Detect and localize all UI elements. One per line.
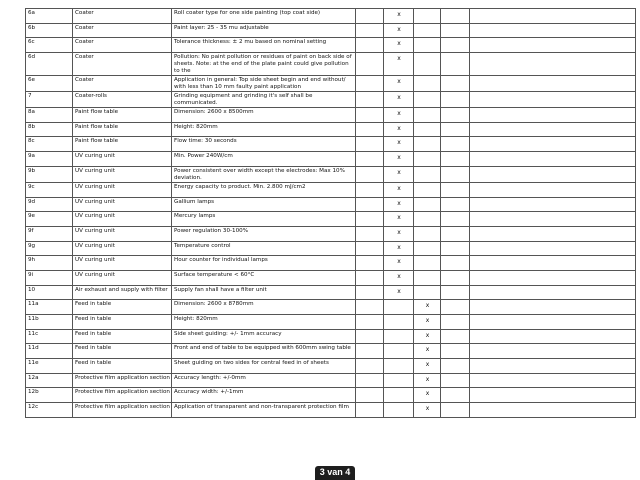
table-row — [26, 285, 636, 300]
empty-cell — [356, 92, 384, 108]
unit-cell: Coater-rolls — [73, 92, 172, 108]
table-row — [26, 53, 636, 76]
check-cell-b — [414, 152, 441, 167]
row-id-cell: 12b — [26, 388, 73, 403]
unit-cell: Paint flow table — [73, 108, 172, 123]
empty-cell — [441, 373, 470, 388]
remarks-cell — [470, 285, 636, 300]
requirement-cell: Height: 820mm — [172, 315, 356, 330]
row-id-cell: 8c — [26, 137, 73, 152]
table-row — [26, 329, 636, 344]
row-id-cell: 9e — [26, 212, 73, 227]
requirement-cell: Mercury lamps — [172, 212, 356, 227]
empty-cell — [356, 9, 384, 24]
check-cell-b — [414, 166, 441, 182]
unit-cell: UV curing unit — [73, 152, 172, 167]
check-cell-a — [384, 300, 414, 315]
requirement-cell: Accuracy width: +/-1mm — [172, 388, 356, 403]
row-id-cell: 9i — [26, 270, 73, 285]
remarks-cell — [470, 344, 636, 359]
check-cell-a: x — [384, 197, 414, 212]
table-row — [26, 388, 636, 403]
row-id-cell: 9g — [26, 241, 73, 256]
table-row — [26, 182, 636, 197]
row-id-cell: 8b — [26, 122, 73, 137]
unit-cell: UV curing unit — [73, 226, 172, 241]
table-row — [26, 256, 636, 271]
empty-cell — [441, 152, 470, 167]
empty-cell — [356, 166, 384, 182]
empty-cell — [441, 166, 470, 182]
remarks-cell — [470, 226, 636, 241]
unit-cell: Coater — [73, 23, 172, 38]
unit-cell: Coater — [73, 9, 172, 24]
requirement-cell: Flow time: 30 seconds — [172, 137, 356, 152]
empty-cell — [441, 344, 470, 359]
check-cell-a: x — [384, 108, 414, 123]
table-row — [26, 92, 636, 108]
requirement-cell: Hour counter for individual lamps — [172, 256, 356, 271]
remarks-cell — [470, 38, 636, 53]
row-id-cell: 6d — [26, 53, 73, 76]
row-id-cell: 11d — [26, 344, 73, 359]
specification-table-body — [26, 9, 636, 418]
unit-cell: Air exhaust and supply with filter — [73, 285, 172, 300]
empty-cell — [356, 38, 384, 53]
unit-cell: Feed in table — [73, 329, 172, 344]
empty-cell — [356, 76, 384, 92]
remarks-cell — [470, 92, 636, 108]
unit-cell: Feed in table — [73, 300, 172, 315]
empty-cell — [356, 388, 384, 403]
empty-cell — [356, 212, 384, 227]
remarks-cell — [470, 373, 636, 388]
remarks-cell — [470, 256, 636, 271]
row-id-cell: 6c — [26, 38, 73, 53]
table-row — [26, 137, 636, 152]
table-row — [26, 197, 636, 212]
unit-cell: Protective film application section — [73, 388, 172, 403]
empty-cell — [356, 108, 384, 123]
unit-cell: Paint flow table — [73, 137, 172, 152]
check-cell-b — [414, 182, 441, 197]
check-cell-b: x — [414, 373, 441, 388]
row-id-cell: 11a — [26, 300, 73, 315]
table-row — [26, 122, 636, 137]
empty-cell — [441, 388, 470, 403]
check-cell-a: x — [384, 226, 414, 241]
check-cell-b — [414, 108, 441, 123]
row-id-cell: 11c — [26, 329, 73, 344]
row-id-cell: 9f — [26, 226, 73, 241]
check-cell-a — [384, 359, 414, 374]
requirement-cell: Accuracy length: +/-0mm — [172, 373, 356, 388]
row-id-cell: 11b — [26, 315, 73, 330]
requirement-cell: Sheet guiding on two sides for central feed in of sheets — [172, 359, 356, 374]
empty-cell — [356, 403, 384, 418]
empty-cell — [441, 9, 470, 24]
check-cell-b — [414, 9, 441, 24]
requirement-cell: Height: 820mm — [172, 122, 356, 137]
check-cell-b — [414, 256, 441, 271]
requirement-cell: Supply fan shall have a filter unit — [172, 285, 356, 300]
empty-cell — [356, 344, 384, 359]
empty-cell — [441, 256, 470, 271]
remarks-cell — [470, 182, 636, 197]
check-cell-a — [384, 403, 414, 418]
remarks-cell — [470, 108, 636, 123]
check-cell-b — [414, 197, 441, 212]
row-id-cell: 12c — [26, 403, 73, 418]
row-id-cell: 9c — [26, 182, 73, 197]
requirement-cell: Power consistent over width except the electrodes: Max 10% deviation. — [172, 166, 356, 182]
check-cell-b — [414, 241, 441, 256]
table-row — [26, 38, 636, 53]
table-row — [26, 373, 636, 388]
requirement-cell: Surface temperature < 60°C — [172, 270, 356, 285]
unit-cell: Coater — [73, 76, 172, 92]
empty-cell — [441, 23, 470, 38]
check-cell-a: x — [384, 285, 414, 300]
empty-cell — [356, 270, 384, 285]
check-cell-a: x — [384, 166, 414, 182]
remarks-cell — [470, 122, 636, 137]
check-cell-b: x — [414, 315, 441, 330]
row-id-cell: 9h — [26, 256, 73, 271]
unit-cell: Feed in table — [73, 359, 172, 374]
empty-cell — [356, 152, 384, 167]
unit-cell: UV curing unit — [73, 270, 172, 285]
unit-cell: UV curing unit — [73, 256, 172, 271]
empty-cell — [441, 108, 470, 123]
check-cell-a — [384, 344, 414, 359]
unit-cell: UV curing unit — [73, 182, 172, 197]
row-id-cell: 9b — [26, 166, 73, 182]
check-cell-a: x — [384, 241, 414, 256]
table-row — [26, 300, 636, 315]
empty-cell — [356, 197, 384, 212]
remarks-cell — [470, 166, 636, 182]
remarks-cell — [470, 152, 636, 167]
requirement-cell: Power regulation 30-100% — [172, 226, 356, 241]
unit-cell: Protective film application section — [73, 403, 172, 418]
check-cell-b — [414, 23, 441, 38]
table-row — [26, 76, 636, 92]
row-id-cell: 7 — [26, 92, 73, 108]
remarks-cell — [470, 315, 636, 330]
empty-cell — [441, 270, 470, 285]
check-cell-a: x — [384, 9, 414, 24]
check-cell-a: x — [384, 122, 414, 137]
check-cell-b — [414, 137, 441, 152]
remarks-cell — [470, 76, 636, 92]
table-row — [26, 226, 636, 241]
table-row — [26, 9, 636, 24]
empty-cell — [356, 300, 384, 315]
empty-cell — [441, 182, 470, 197]
requirement-cell: Grinding equipment and grinding it's self shall be communicated. — [172, 92, 356, 108]
requirement-cell: Application in general: Top side sheet begin and end without/ with less than 10 mm faulty paint application — [172, 76, 356, 92]
table-row — [26, 270, 636, 285]
remarks-cell — [470, 403, 636, 418]
unit-cell: UV curing unit — [73, 166, 172, 182]
check-cell-a — [384, 388, 414, 403]
empty-cell — [356, 182, 384, 197]
remarks-cell — [470, 23, 636, 38]
check-cell-b — [414, 92, 441, 108]
empty-cell — [441, 53, 470, 76]
table-row — [26, 344, 636, 359]
empty-cell — [356, 373, 384, 388]
empty-cell — [356, 359, 384, 374]
table-row — [26, 108, 636, 123]
empty-cell — [441, 38, 470, 53]
row-id-cell: 8a — [26, 108, 73, 123]
remarks-cell — [470, 137, 636, 152]
check-cell-b: x — [414, 403, 441, 418]
check-cell-b: x — [414, 388, 441, 403]
check-cell-a: x — [384, 53, 414, 76]
row-id-cell: 6e — [26, 76, 73, 92]
empty-cell — [441, 285, 470, 300]
empty-cell — [356, 53, 384, 76]
table-row — [26, 359, 636, 374]
table-row — [26, 241, 636, 256]
empty-cell — [441, 403, 470, 418]
requirement-cell: Dimension: 2600 x 8780mm — [172, 300, 356, 315]
empty-cell — [356, 122, 384, 137]
empty-cell — [356, 315, 384, 330]
requirement-cell: Side sheet guiding: +/- 1mm accuracy — [172, 329, 356, 344]
table-row — [26, 152, 636, 167]
empty-cell — [356, 241, 384, 256]
empty-cell — [356, 137, 384, 152]
empty-cell — [441, 197, 470, 212]
requirement-cell: Paint layer: 25 - 35 mu adjustable — [172, 23, 356, 38]
requirement-cell: Tolerance thickness: ± 2 mu based on nominal setting — [172, 38, 356, 53]
check-cell-a: x — [384, 256, 414, 271]
check-cell-b — [414, 76, 441, 92]
remarks-cell — [470, 241, 636, 256]
check-cell-b — [414, 38, 441, 53]
check-cell-b — [414, 53, 441, 76]
unit-cell: UV curing unit — [73, 212, 172, 227]
row-id-cell: 6a — [26, 9, 73, 24]
remarks-cell — [470, 329, 636, 344]
check-cell-a: x — [384, 270, 414, 285]
unit-cell: UV curing unit — [73, 241, 172, 256]
table-row — [26, 315, 636, 330]
check-cell-a: x — [384, 76, 414, 92]
unit-cell: Feed in table — [73, 315, 172, 330]
remarks-cell — [470, 9, 636, 24]
check-cell-a — [384, 329, 414, 344]
empty-cell — [441, 76, 470, 92]
check-cell-a: x — [384, 182, 414, 197]
empty-cell — [441, 122, 470, 137]
empty-cell — [441, 329, 470, 344]
requirement-cell: Front and end of table to be equipped with 600mm swing table — [172, 344, 356, 359]
check-cell-b — [414, 226, 441, 241]
empty-cell — [441, 92, 470, 108]
row-id-cell: 6b — [26, 23, 73, 38]
check-cell-b: x — [414, 359, 441, 374]
check-cell-a — [384, 373, 414, 388]
check-cell-b: x — [414, 300, 441, 315]
requirement-cell: Dimension: 2600 x 8500mm — [172, 108, 356, 123]
requirement-cell: Gallium lamps — [172, 197, 356, 212]
check-cell-b — [414, 122, 441, 137]
table-row — [26, 212, 636, 227]
empty-cell — [356, 226, 384, 241]
empty-cell — [356, 23, 384, 38]
row-id-cell: 10 — [26, 285, 73, 300]
requirement-cell: Energy capacity to product. Min. 2.800 mJ/cm2 — [172, 182, 356, 197]
remarks-cell — [470, 53, 636, 76]
unit-cell: Protective film application section — [73, 373, 172, 388]
unit-cell: UV curing unit — [73, 197, 172, 212]
remarks-cell — [470, 212, 636, 227]
check-cell-b: x — [414, 329, 441, 344]
remarks-cell — [470, 359, 636, 374]
empty-cell — [441, 241, 470, 256]
row-id-cell: 12a — [26, 373, 73, 388]
remarks-cell — [470, 300, 636, 315]
page-indicator: 3 van 4 — [315, 466, 355, 480]
requirement-cell: Temperature control — [172, 241, 356, 256]
row-id-cell: 9d — [26, 197, 73, 212]
check-cell-a: x — [384, 38, 414, 53]
check-cell-b — [414, 270, 441, 285]
check-cell-b — [414, 285, 441, 300]
empty-cell — [441, 137, 470, 152]
remarks-cell — [470, 388, 636, 403]
requirement-cell: Application of transparent and non-transparent protection film — [172, 403, 356, 418]
unit-cell: Feed in table — [73, 344, 172, 359]
unit-cell: Coater — [73, 53, 172, 76]
empty-cell — [356, 285, 384, 300]
empty-cell — [441, 359, 470, 374]
unit-cell: Coater — [73, 38, 172, 53]
remarks-cell — [470, 270, 636, 285]
requirement-cell: Min. Power 240W/cm — [172, 152, 356, 167]
empty-cell — [441, 300, 470, 315]
table-row — [26, 166, 636, 182]
row-id-cell: 11e — [26, 359, 73, 374]
check-cell-a: x — [384, 137, 414, 152]
empty-cell — [441, 315, 470, 330]
check-cell-a: x — [384, 152, 414, 167]
empty-cell — [441, 212, 470, 227]
requirement-cell: Roll coater type for one side painting (top coat side) — [172, 9, 356, 24]
requirement-cell: Pollution: No paint pollution or residues of paint on back side of sheets. Note: at the end of the plate paint could give pollution to the — [172, 53, 356, 76]
empty-cell — [356, 329, 384, 344]
empty-cell — [356, 256, 384, 271]
check-cell-a: x — [384, 23, 414, 38]
specification-table — [25, 8, 636, 418]
row-id-cell: 9a — [26, 152, 73, 167]
empty-cell — [441, 226, 470, 241]
check-cell-b — [414, 212, 441, 227]
table-row — [26, 403, 636, 418]
check-cell-b: x — [414, 344, 441, 359]
remarks-cell — [470, 197, 636, 212]
check-cell-a: x — [384, 212, 414, 227]
check-cell-a: x — [384, 92, 414, 108]
table-row — [26, 23, 636, 38]
check-cell-a — [384, 315, 414, 330]
unit-cell: Paint flow table — [73, 122, 172, 137]
